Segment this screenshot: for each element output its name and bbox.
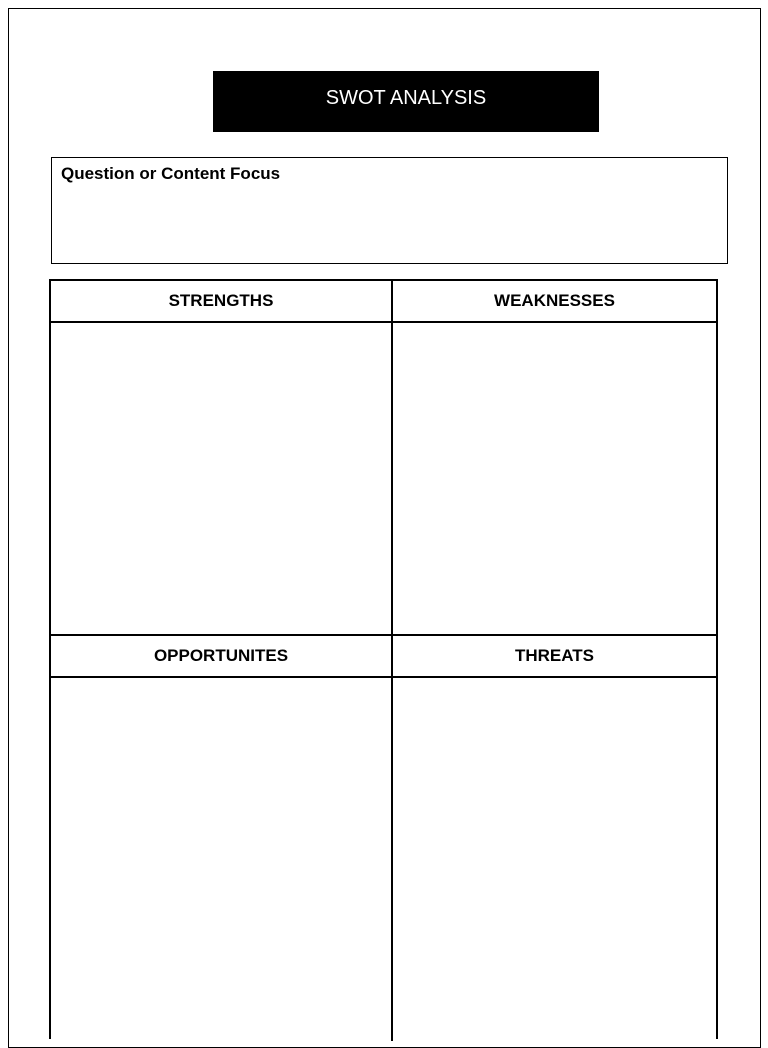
- page-title-banner: [213, 71, 599, 132]
- swot-grid: [49, 279, 718, 1039]
- threats-heading: THREATS: [514, 646, 594, 665]
- strengths-heading: STRENGTHS: [168, 291, 274, 310]
- weaknesses-area[interactable]: [393, 323, 716, 634]
- weaknesses-heading: WEAKNESSES: [494, 291, 615, 310]
- question-focus-box[interactable]: [51, 157, 728, 264]
- opportunities-heading: OPPORTUNITES: [153, 646, 289, 665]
- page-title: SWOT ANALYSIS: [325, 87, 487, 109]
- threats-area[interactable]: [393, 678, 716, 1041]
- strengths-area[interactable]: [51, 323, 391, 634]
- opportunities-area[interactable]: [51, 678, 391, 1041]
- question-focus-label: Question or Content Focus: [61, 164, 281, 183]
